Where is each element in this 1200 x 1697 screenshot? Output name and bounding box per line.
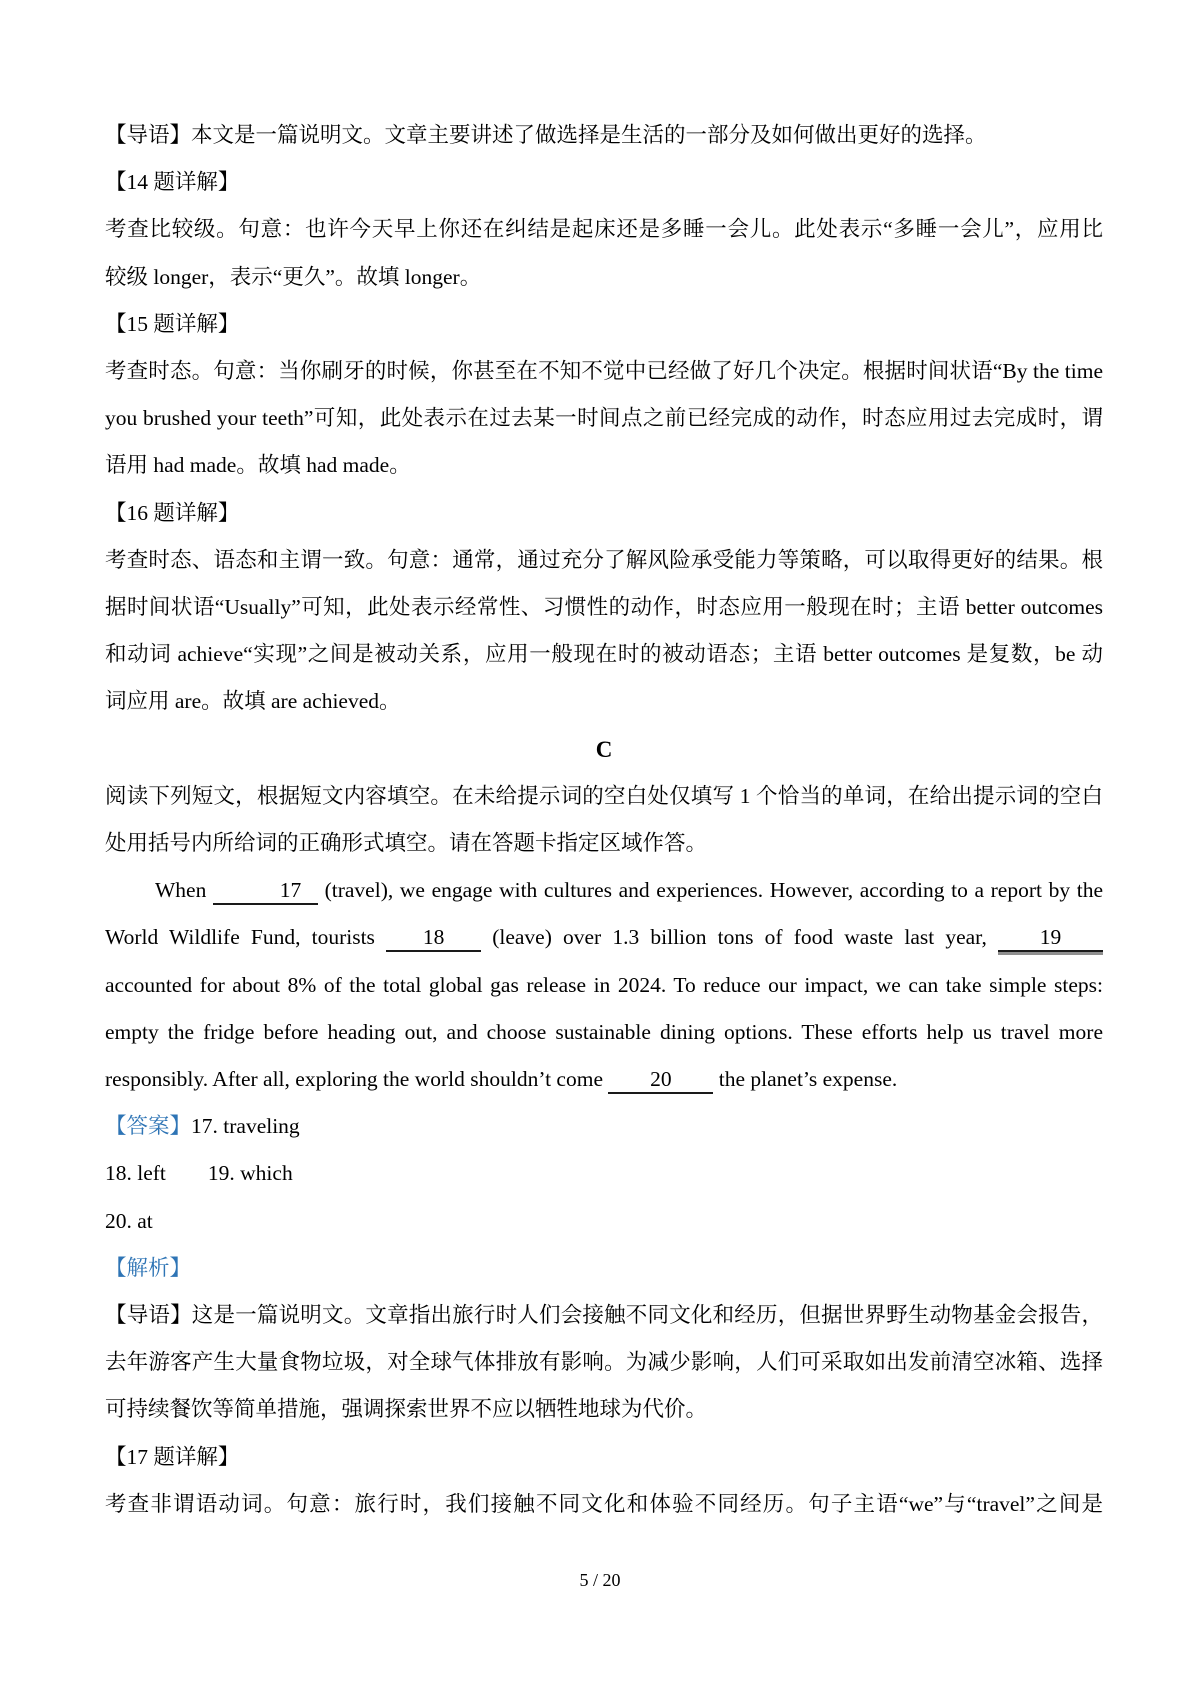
text-segment: 处用括号内所给词的正确形式填空。请在答题卡指定区域作答。 [105,831,708,856]
text-segment: (leave) over 1.3 billion tons of food waste last year, [481,925,998,950]
analysis-heading [105,1245,1103,1292]
answer-line-2 [105,1150,1103,1197]
passage-c-summary-line-2 [105,1339,1103,1386]
text-segment: 阅读下列短文，根据短文内容填空。在未给提示词的空白处仅填写 1 个恰当的单词，在给出提示词的空白 [105,783,1103,808]
text-segment: 语用 had made。故填 had made。 [105,453,411,478]
text-segment: 【15 题详解】 [105,311,240,336]
section-label: 【答案】 [105,1114,192,1139]
text-segment: accounted for about 8% of the total global gas release in 2024. To reduce our impact, we can take simple steps: [105,972,1103,997]
text-segment: 考查比较级。句意：也许今天早上你还在纠结是起床还是多睡一会儿。此处表示“多睡一会儿”，应用比 [105,217,1103,242]
q14-explanation-line-2 [105,254,1103,301]
fill-blank-17: 17 [213,878,318,905]
q14-heading [105,159,1103,206]
passage-c-line-4 [105,1009,1103,1056]
text-segment: empty the fridge before heading out, and choose sustainable dining options. These efforts help us travel more [105,1019,1103,1044]
footer-page-number: 5 / 20 [579,1570,621,1590]
passage-b-summary [105,112,1103,159]
text-segment: 考查非谓语动词。句意：旅行时，我们接触不同文化和体验不同经历。句子主语“we”与“travel”之间是 [105,1491,1103,1516]
fill-blank-19: 19 [998,925,1103,952]
section-label: 【解析】 [105,1255,192,1280]
text-segment: responsibly. After all, exploring the world shouldn’t come [105,1067,609,1092]
text-segment: 词应用 are。故填 are achieved。 [105,689,401,714]
text-segment: When [155,878,213,903]
document-lines [105,112,1103,1528]
passage-c-summary-line-3 [105,1386,1103,1433]
text-segment: 考查时态、语态和主谓一致。句意：通常，通过充分了解风险承受能力等策略，可以取得更好的结果。根 [105,547,1103,572]
text-segment: the planet’s expense. [713,1067,898,1092]
text-segment: 【导语】这是一篇说明文。文章指出旅行时人们会接触不同文化和经历，但据世界野生动物基金会报告， [105,1303,1103,1328]
text-segment: 去年游客产生大量食物垃圾，对全球气体排放有影响。为减少影响，人们可采取如出发前清空冰箱、选择 [105,1350,1103,1375]
text-segment: 据时间状语“Usually”可知，此处表示经常性、习惯性的动作，时态应用一般现在时；主语 better outcomes [105,595,1103,620]
text-segment: 18. left [105,1161,166,1186]
passage-c-summary-line-1 [105,1292,1103,1339]
text-segment: C [595,736,613,762]
fill-blank-18: 18 [386,925,481,952]
q14-explanation-line-1 [105,206,1103,253]
q15-explanation-line-2 [105,395,1103,442]
text-segment: 可持续餐饮等简单措施，强调探索世界不应以牺牲地球为代价。 [105,1397,708,1422]
text-segment: 【导语】本文是一篇说明文。文章主要讲述了做选择是生活的一部分及如何做出更好的选择。 [105,123,987,147]
q17-heading [105,1434,1103,1481]
fill-blank-20: 20 [608,1067,713,1094]
text-segment: 【16 题详解】 [105,500,240,525]
q15-explanation-line-3 [105,442,1103,489]
passage-c-line-1 [105,867,1103,914]
text-segment: World Wildlife Fund, tourists [105,925,387,950]
section-c-heading [105,726,1103,773]
text-segment: 较级 longer，表示“更久”。故填 longer。 [105,264,482,289]
text-segment: you brushed your teeth”可知，此处表示在过去某一时间点之前已经完成的动作，时态应用过去完成时，谓 [105,406,1103,431]
answer-line-3 [105,1198,1103,1245]
text-segment: 【14 题详解】 [105,170,240,195]
q17-explanation-line-1 [105,1481,1103,1528]
text-segment: (travel), we engage with cultures and experiences. However, according to a report by the [317,878,1103,903]
answer-line-1 [105,1103,1103,1150]
section-c-instructions-line-2 [105,820,1103,867]
passage-c-line-3 [105,962,1103,1009]
text-segment: 17. traveling [191,1114,300,1139]
text-segment: 20. at [105,1208,153,1233]
q15-heading [105,301,1103,348]
q16-heading [105,490,1103,537]
passage-c-line-2 [105,914,1103,961]
text-segment: 【17 题详解】 [105,1444,240,1469]
text-segment: 考查时态。句意：当你刷牙的时候，你甚至在不知不觉中已经做了好几个决定。根据时间状语“By the time [105,359,1103,384]
text-segment: 19. which [207,1161,293,1186]
q16-explanation-line-2 [105,584,1103,631]
q15-explanation-line-1 [105,348,1103,395]
section-c-instructions-line-1 [105,773,1103,820]
q16-explanation-line-1 [105,537,1103,584]
text-segment: 和动词 achieve“实现”之间是被动关系，应用一般现在时的被动语态；主语 better outcomes 是复数，be 动 [105,642,1103,667]
passage-c-line-5 [105,1056,1103,1103]
q16-explanation-line-3 [105,631,1103,678]
q16-explanation-line-4 [105,678,1103,725]
